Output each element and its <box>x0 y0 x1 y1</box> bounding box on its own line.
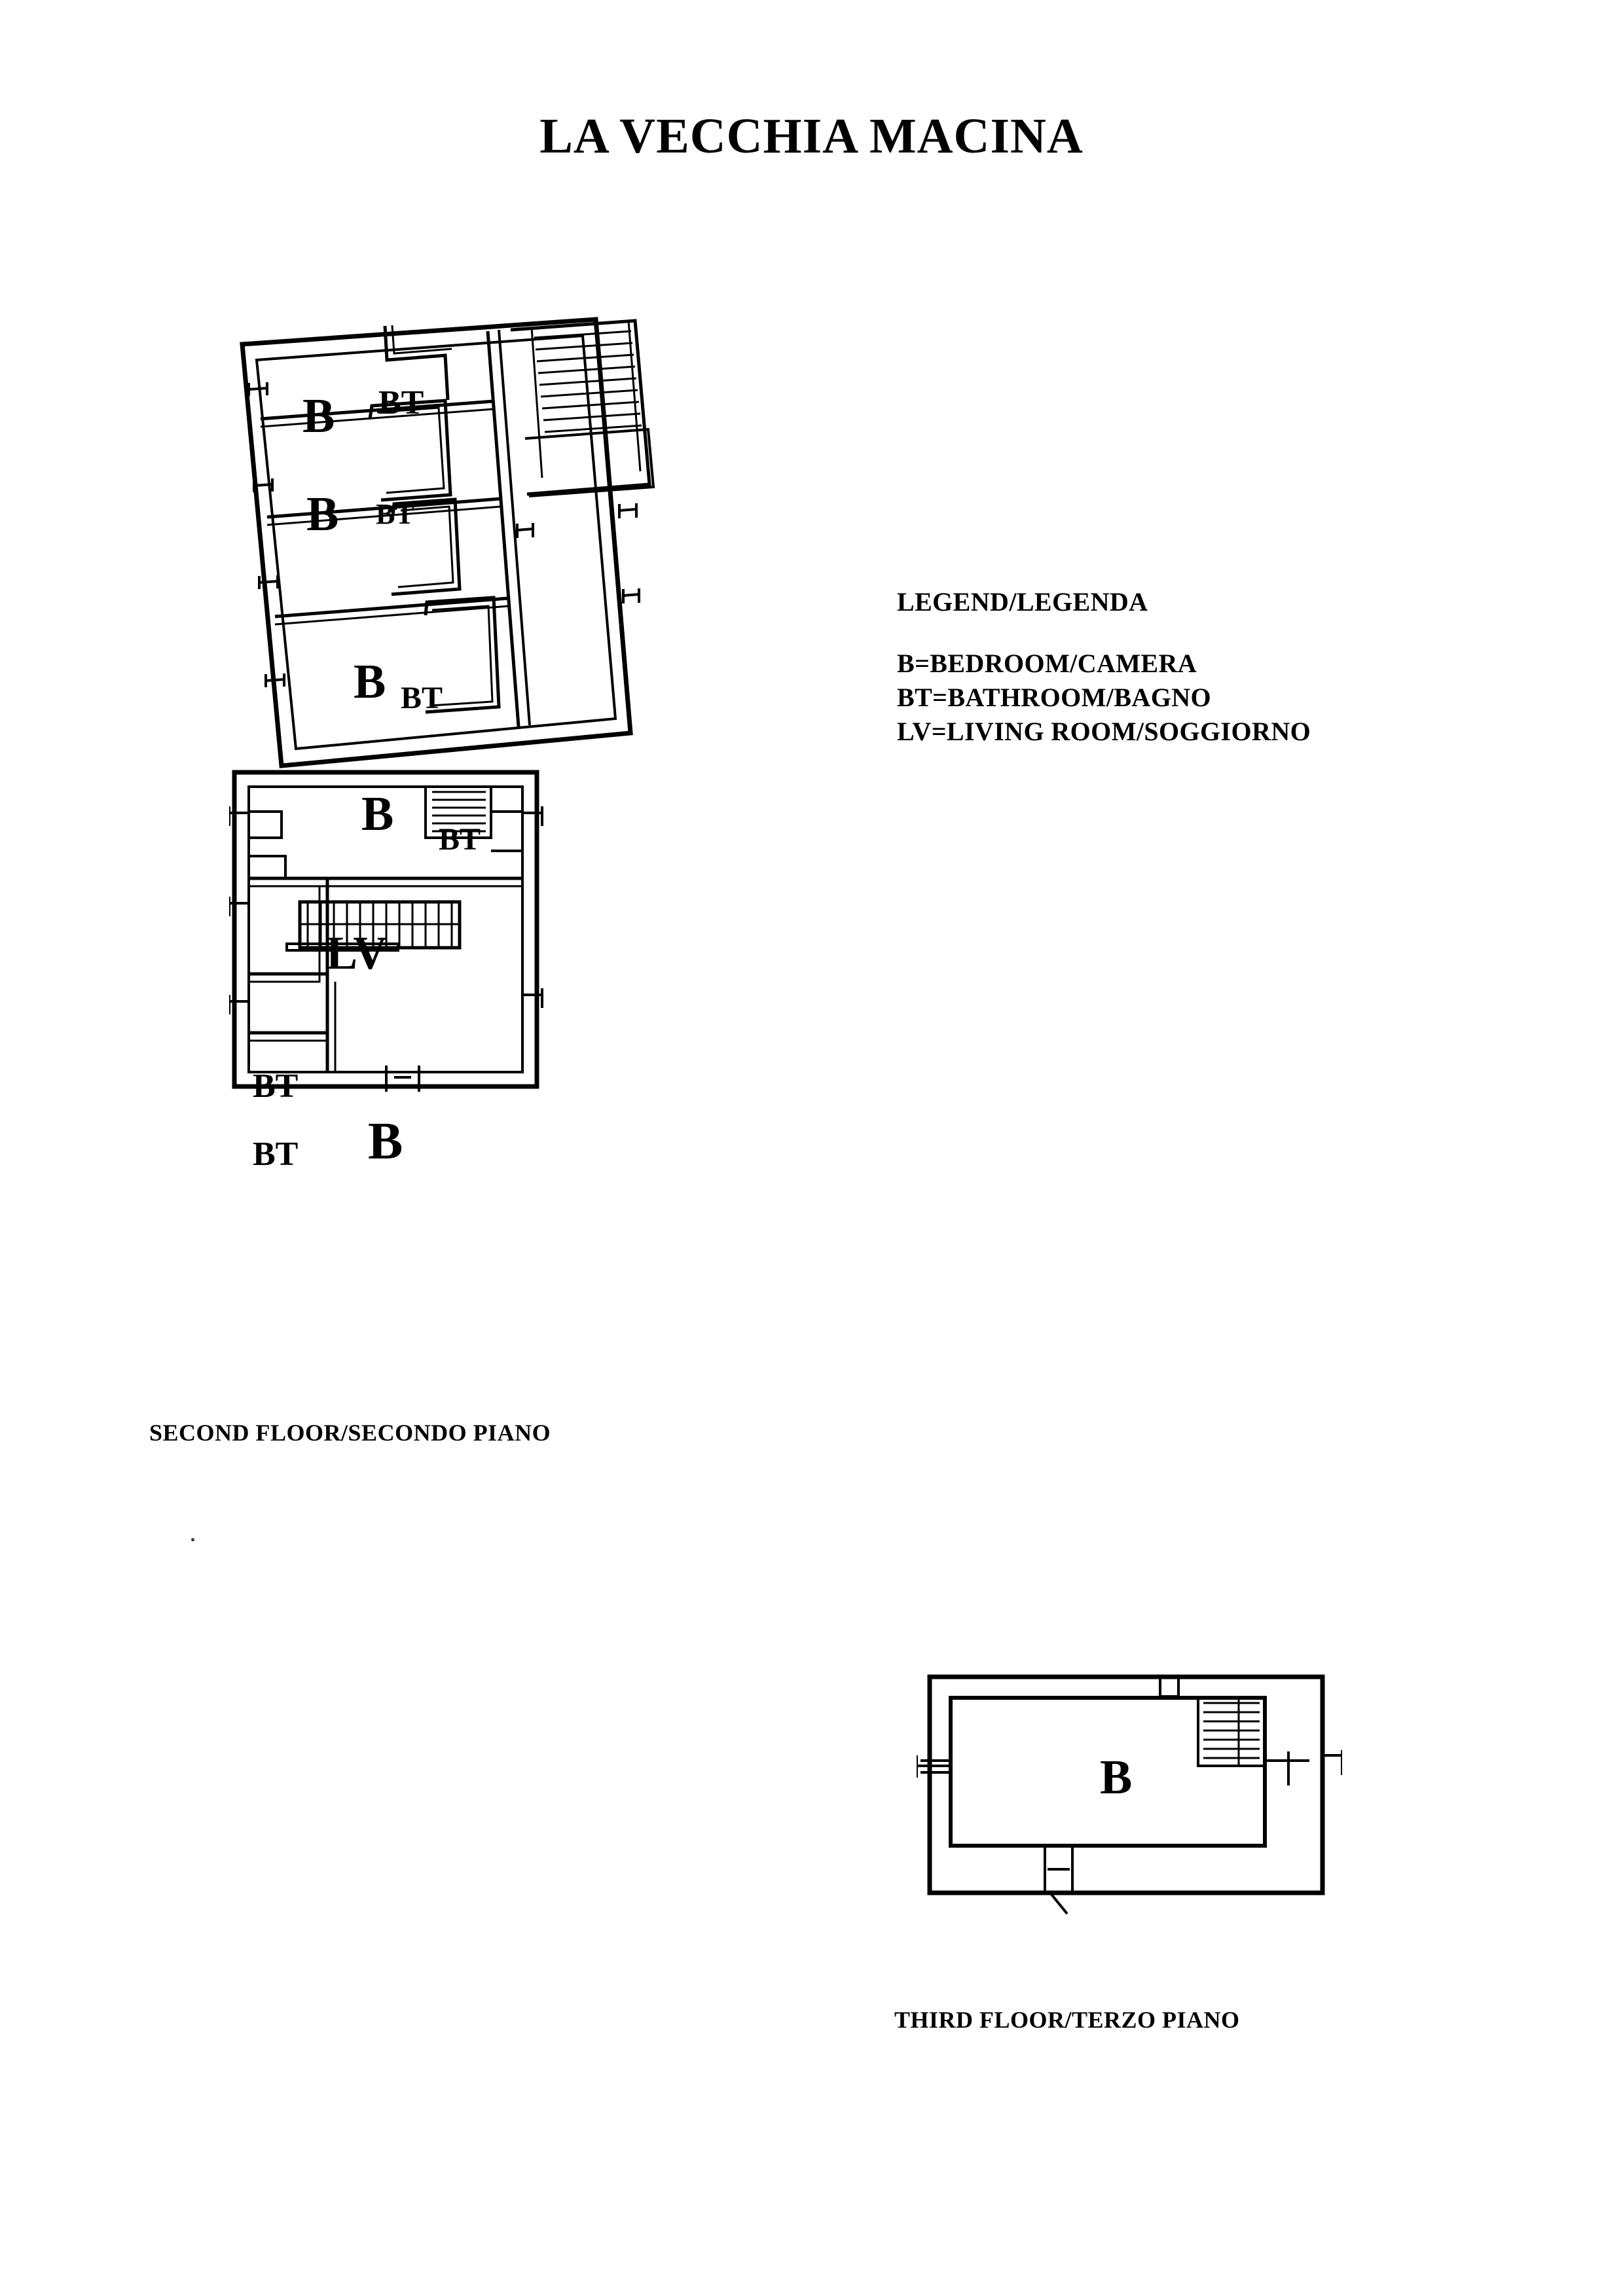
legend-entry-bathroom: BT=BATHROOM/BAGNO <box>897 683 1212 712</box>
room-label-bathroom-5: BT <box>253 1067 299 1105</box>
lower-left-notch <box>249 812 282 838</box>
third-floor-plan <box>917 1656 1342 1918</box>
second-floor-drawing <box>229 314 753 1361</box>
lv-landing <box>491 812 522 851</box>
room-label-bedroom-4: B <box>361 787 394 841</box>
page-title: LA VECCHIA MACINA <box>539 109 1084 164</box>
room-label-bathroom-3: BT <box>401 681 443 715</box>
third-floor-drawing <box>917 1656 1342 1918</box>
room-label-bedroom-3: B <box>354 655 386 709</box>
room-label-bathroom-1: BT <box>378 384 424 422</box>
third-stair-block <box>1198 1698 1265 1766</box>
legend-entry-living-room: LV=LIVING ROOM/SOGGIORNO <box>897 717 1311 746</box>
third-top-opening <box>1160 1677 1178 1696</box>
third-stair-treads <box>1203 1698 1260 1766</box>
second-floor-caption: SECOND FLOOR/SECONDO PIANO <box>149 1420 551 1446</box>
second-floor-plan <box>229 314 753 1361</box>
bt5-wall <box>249 878 327 974</box>
legend <box>897 589 1311 753</box>
legend-heading: LEGEND/LEGENDA <box>897 587 1148 617</box>
room-label-bathroom-2: BT <box>376 498 414 530</box>
lower-left-notch-2 <box>249 856 285 878</box>
upper-window-marks <box>249 382 284 687</box>
room-label-bathroom-6: BT <box>253 1136 299 1173</box>
upper-window-marks-right <box>517 503 639 603</box>
room-label-bedroom-5: B <box>368 1113 403 1170</box>
room-label-bedroom-6: B <box>1100 1751 1133 1804</box>
legend-entry-bedroom: B=BEDROOM/CAMERA <box>897 649 1197 678</box>
room-label-living-room-1: LV <box>326 927 388 979</box>
room-label-bedroom-2: B <box>306 488 339 541</box>
room-label-bedroom-1: B <box>302 389 335 443</box>
stray-mark <box>191 1538 194 1541</box>
room-label-bathroom-4: BT <box>439 822 481 857</box>
third-floor-caption: THIRD FLOOR/TERZO PIANO <box>894 2007 1240 2033</box>
upper-stair-treads <box>532 321 642 478</box>
